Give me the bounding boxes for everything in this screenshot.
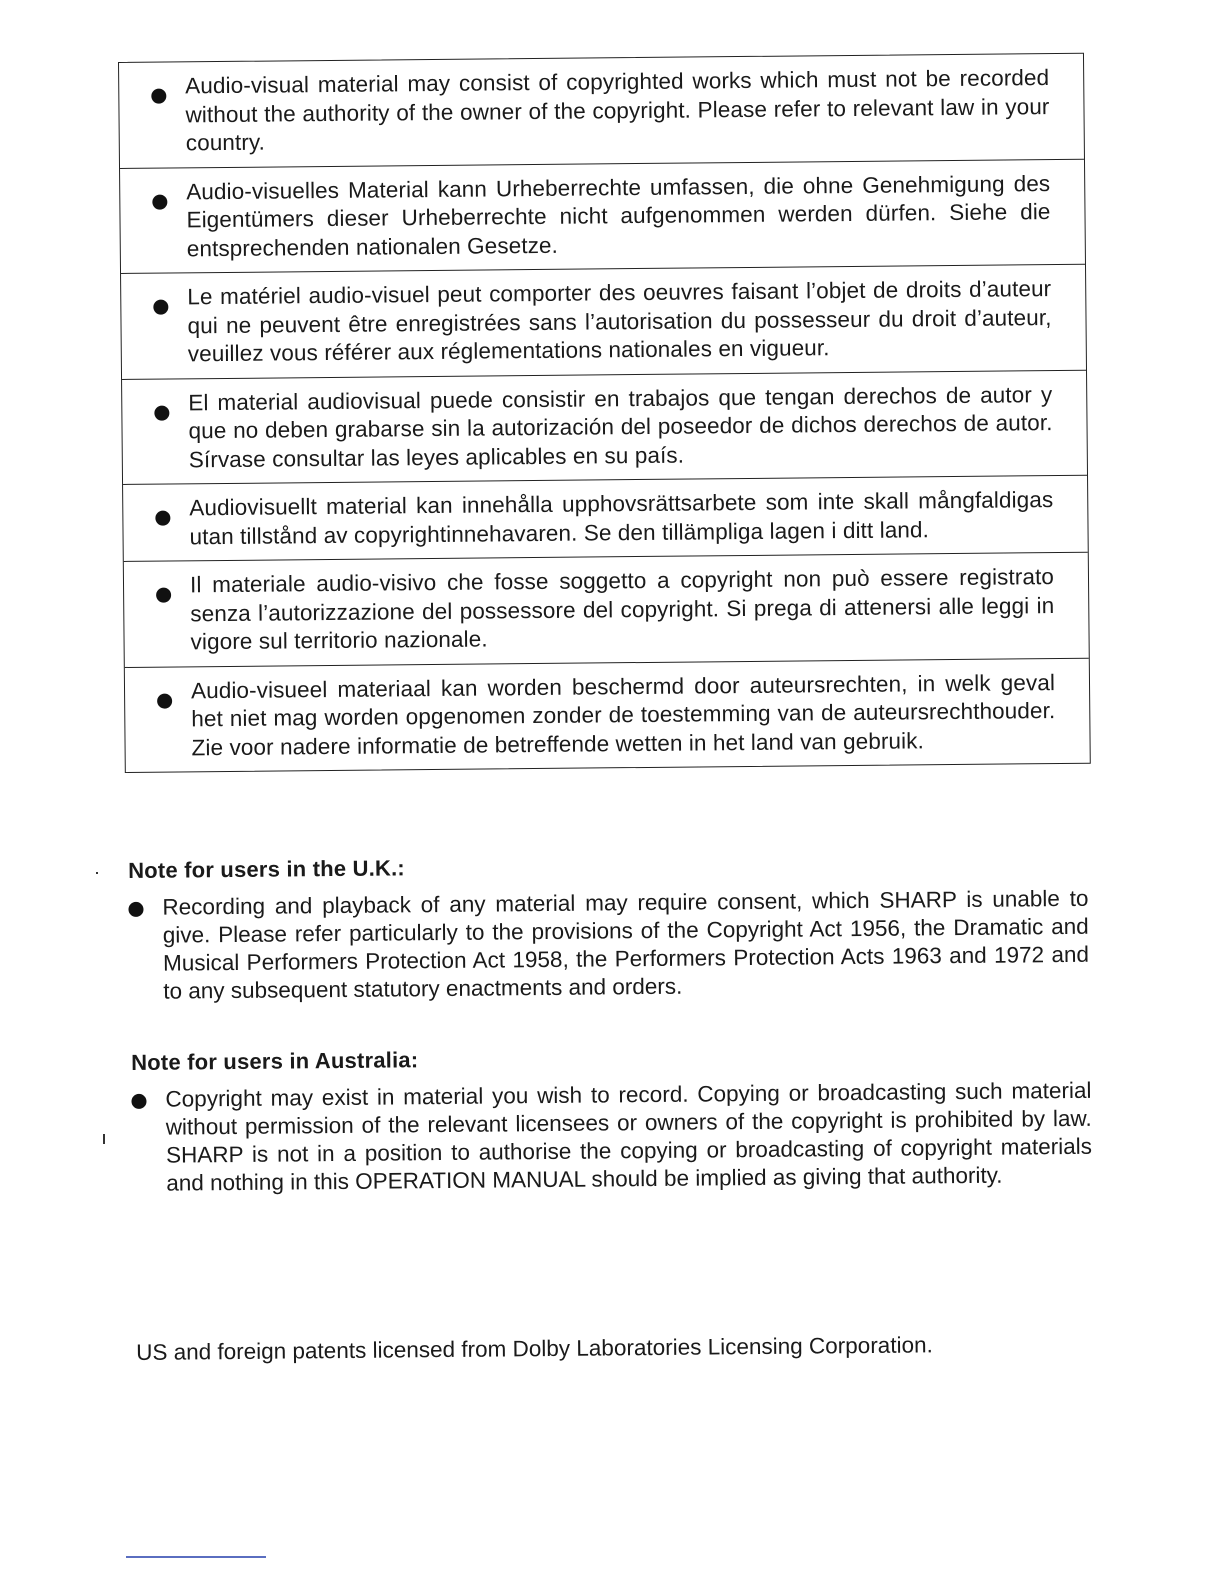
patent-notice: US and foreign patents licensed from Dolby Laboratories Licensing Corporation. [136, 1332, 933, 1365]
bullet-icon [156, 588, 171, 603]
notice-text: Audio-visuelles Material kann Urheberrechte umfassen, die ohne Genehmigung des Eigentümers dieser Urheberrechte nicht aufgenommen werden dürfen. Siehe die entsprechenden nationalen Gesetze. [186, 170, 1051, 261]
bullet-icon [131, 1094, 146, 1109]
uk-note-title: Note for users in the U.K.: [128, 855, 405, 883]
uk-note-body [128, 885, 1089, 1006]
scan-speck [96, 872, 98, 874]
australia-note-section [131, 1041, 1092, 1198]
bullet-icon [152, 194, 167, 209]
bullet-icon [151, 89, 166, 104]
notice-text: Il materiale audio-visivo che fosse soggetto a copyright non può essere registrato senza l’autorizzazione del possessore del copyright. Si prega di attenersi alle leggi in vigore sul territorio nazionale. [189, 564, 1055, 655]
australia-note-text: Copyright may exist in material you wish to record. Copying or broadcasting such material without permission of the relevant licensees or owners of the copyright is prohibited by law. SHARP is not in a position to authorise the copying or broadcasting of copyright materials and nothing in this OPERATION MANUAL should be implied as giving that authority. [165, 1077, 1093, 1196]
notice-german [120, 159, 1085, 274]
bullet-icon [154, 405, 169, 420]
uk-note-text: Recording and playback of any material may require consent, which SHARP is unable to give. Please refer particularly to the provisions of the Copyright Act 1956, the Dramatic and Musical Performers Protection Act 1958, the Performers Protection Acts 1963 and 1972 and to any subsequent statutory enactments and orders. [162, 885, 1090, 1004]
notice-dutch [125, 658, 1090, 772]
notice-text: Le matériel audio-visuel peut comporter des oeuvres faisant l’objet de droits d’auteur qui ne peuvent être enregistrées sans l’autorisation du possesseur du droit d’auteur, veuillez vous référer aux réglementations nationales en vigueur. [187, 276, 1052, 367]
australia-note-body [131, 1077, 1092, 1198]
notice-french [121, 265, 1086, 380]
notice-italian [124, 553, 1089, 668]
copyright-notice-box [118, 53, 1091, 773]
bullet-icon [153, 300, 168, 315]
uk-note-section [128, 849, 1089, 1006]
australia-note-title: Note for users in Australia: [131, 1047, 419, 1075]
notice-english [119, 54, 1084, 169]
bullet-icon [128, 902, 143, 917]
notice-text: Audiovisuellt material kan innehålla upphovsrättsarbete som inte skall mångfaldigas utan tillstånd av copyrightinnehavaren. Se den tillämpliga lagen i ditt land. [189, 487, 1054, 549]
notice-text: Audio-visual material may consist of copyrighted works which must not be recorded without the authority of the owner of the copyright. Please refer to relevant law in your country. [185, 65, 1050, 156]
notice-swedish [123, 476, 1088, 562]
scan-speck [103, 1134, 105, 1144]
footer-rule [126, 1556, 266, 1558]
notice-text: El material audiovisual puede consistir en trabajos que tengan derechos de autor y que no deben grabarse sin la autorización del poseedor de dichos derechos de autor. Sírvase consultar las leyes aplicables en su país. [188, 381, 1053, 472]
notice-text: Audio-visueel materiaal kan worden beschermd door auteursrechten, in welk geval het niet mag worden opgenomen zonder de toestemming van de auteursrechthouder. Zie voor nadere informatie de betreffende wetten in het land van gebruik. [190, 669, 1056, 760]
notice-spanish [122, 370, 1087, 485]
bullet-icon [157, 693, 172, 708]
bullet-icon [155, 511, 170, 526]
